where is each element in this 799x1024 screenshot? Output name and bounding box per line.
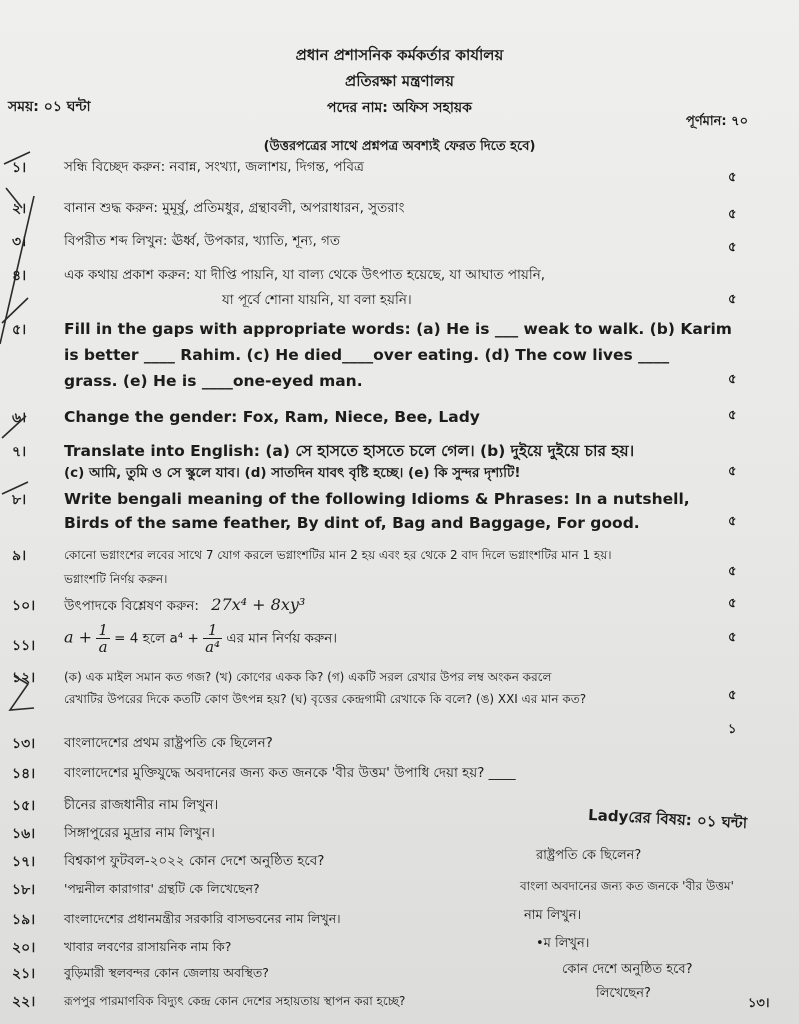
question-number: ২২। xyxy=(12,994,36,1010)
ministry-title: প্রতিরক্ষা মন্ত্রণালয় xyxy=(345,72,454,90)
question-text-line-1: Translate into English: (a) সে হাসতে হাসতে চলে গেল। (b) দুইয়ে দুইয়ে চার হয়। xyxy=(64,442,635,460)
question-text-line-1: (ক) এক মাইল সমান কত গজ? (খ) কোণের একক কি? (গ) একটি সরল রেখার উপর লম্ব অংকন করলে xyxy=(64,670,552,684)
pen-mark-12 xyxy=(4,672,44,716)
question-number: ১। xyxy=(12,160,27,176)
overlay-text-3: বাংলা অবদানের জন্য কত জনকে 'বীর উত্তম' xyxy=(520,879,734,893)
fraction-1-denominator: a xyxy=(98,638,108,656)
fraction-1-numerator: 1 xyxy=(98,621,108,639)
fraction-2-denominator: a⁴ xyxy=(205,638,221,656)
full-marks: পূর্ণমান: ৭০ xyxy=(686,114,749,129)
question-text-line-2: Birds of the same feather, By dint of, Bag and Baggage, For good. xyxy=(64,514,640,532)
question-number: ৮। xyxy=(12,492,27,508)
question-marks: ১ xyxy=(728,722,737,737)
question-number: ১১। xyxy=(12,638,36,654)
question-text xyxy=(64,594,305,617)
question-text-line-1: Write bengali meaning of the following Idioms & Phrases: In a nutshell, xyxy=(64,490,690,508)
question-text-line-2: (c) আমি, তুমি ও সে স্কুলে যাব। (d) সাতদিন যাবৎ বৃষ্টি হচ্ছে। (e) কি সুন্দর দৃশ্যটি! xyxy=(64,465,521,481)
question-marks: ৫ xyxy=(728,292,737,307)
question-marks: ৫ xyxy=(728,596,737,611)
question-marks: ৫ xyxy=(728,170,737,185)
pen-mark-3 xyxy=(6,188,22,208)
question-number: ১৬। xyxy=(12,826,36,842)
question-number: ১০। xyxy=(12,598,36,614)
question-number: ৬। xyxy=(12,410,27,426)
exam-time: সময়: ০১ ঘন্টা xyxy=(8,99,91,115)
question-text: বুড়িমারী স্থলবন্দর কোন জেলায় অবস্থিত? xyxy=(64,965,269,980)
math-middle: = 4 হলে a⁴ + xyxy=(114,630,199,647)
question-text-line-2: যা পূর্বে শোনা যায়নি, যা বলা হয়নি। xyxy=(222,292,412,308)
question-number: ১৯। xyxy=(12,912,36,928)
question-text-line-2: is better ____ Rahim. (c) He died____over eating. (d) The cow lives ____ xyxy=(64,346,670,364)
office-title: প্রধান প্রশাসনিক কর্মকর্তার কার্যালয় xyxy=(295,46,504,64)
overlay-text-4: নাম লিখুন। xyxy=(524,908,582,923)
question-text-line-1: এক কথায় প্রকাশ করুন: যা দীপ্তি পায়নি, যা বাল্য থেকে উৎপাত হয়েছে, যা আঘাত পায়নি, xyxy=(64,267,546,283)
question-text: বিশ্বকাপ ফুটবল-২০২২ কোন দেশে অনুষ্ঠিত হবে? xyxy=(64,853,325,869)
question-number: ২১। xyxy=(12,966,36,982)
question-number: ১৪। xyxy=(12,766,36,782)
fraction-1 xyxy=(96,622,110,655)
question-text xyxy=(64,622,337,655)
question-text: সন্ধি বিচ্ছেদ করুন: নবান্ন, সংখ্যা, জলাশয়, দিগন্ত, পবিত্র xyxy=(64,159,364,175)
question-marks: ৫ xyxy=(728,688,737,703)
question-number: ৩। xyxy=(12,234,27,250)
question-text: রূপপুর পারমাণবিক বিদ্যুৎ কেন্দ্র কোন দেশের সহায়তায় স্থাপন করা হচ্ছে? xyxy=(64,994,406,1008)
question-number: ১৭। xyxy=(12,854,36,870)
pen-mark-2 xyxy=(0,196,34,344)
overlay-text-2: রাষ্ট্রপতি কে ছিলেন? xyxy=(536,848,642,863)
overlay-text-5: •ম লিখুন। xyxy=(536,936,590,951)
question-number: ৯। xyxy=(12,548,27,564)
math-suffix: এর মান নির্ণয় করুন। xyxy=(226,630,338,647)
question-marks: ৫ xyxy=(728,207,737,222)
pen-mark-5 xyxy=(2,416,26,438)
question-number: ১৮। xyxy=(12,882,36,898)
question-number: ১২। xyxy=(12,670,36,686)
question-text-line-3: grass. (e) He is ____one-eyed man. xyxy=(64,372,363,390)
question-text: বাংলাদেশের প্রধানমন্ত্রীর সরকারি বাসভবনের নাম লিখুন। xyxy=(64,911,341,926)
math-expression: 27x⁴ + 8xy³ xyxy=(211,595,306,614)
question-marks: ৫ xyxy=(728,464,737,479)
pen-mark-6 xyxy=(2,482,28,494)
question-marks: ৫ xyxy=(728,372,737,387)
question-marks: ৫ xyxy=(728,514,737,529)
overlay-text-7: লিখেছেন? xyxy=(596,986,651,1001)
post-name: পদের নাম: অফিস সহায়ক xyxy=(327,100,472,116)
math-prefix: a + xyxy=(64,627,93,647)
question-text: খাবার লবণের রাসায়নিক নাম কি? xyxy=(64,939,232,954)
question-text: বাংলাদেশের প্রথম রাষ্ট্রপতি কে ছিলেন? xyxy=(64,735,273,751)
question-text: চীনের রাজধানীর নাম লিখুন। xyxy=(64,797,219,813)
overlay-text-1: Ladyরের বিষয়: ০১ ঘন্টা xyxy=(587,805,748,833)
question-text: 'পদ্মনীল কারাগার' গ্রন্থটি কে লিখেছেন? xyxy=(64,881,260,896)
question-marks: ৫ xyxy=(728,630,737,645)
question-marks: ৫ xyxy=(728,564,737,579)
question-marks: ৫ xyxy=(728,240,737,255)
pen-mark-4 xyxy=(2,298,28,323)
question-text: সিঙ্গাপুরের মুদ্রার নাম লিখুন। xyxy=(64,825,215,841)
instruction: (উত্তরপত্রের সাথে প্রশ্নপত্র অবশ্যই ফেরত দিতে হবে) xyxy=(263,139,536,154)
question-text: Change the gender: Fox, Ram, Niece, Bee, Lady xyxy=(64,408,480,426)
question-text-line-1: কোনো ভগ্নাংশের লবের সাথে 7 যোগ করলে ভগ্নাংশটির মান 2 হয় এবং হর থেকে 2 বাদ দিলে ভগ্নাংশটির মান 1 হয়। xyxy=(64,548,612,562)
question-number: ১৫। xyxy=(12,798,36,814)
question-number: ২০। xyxy=(12,940,36,956)
question-number: ২। xyxy=(12,201,27,217)
question-label: উৎপাদকে বিশ্লেষণ করুন: xyxy=(64,598,199,614)
question-number: ৫। xyxy=(12,322,27,338)
question-text-line-2: ভগ্নাংশটি নির্ণয় করুন। xyxy=(64,572,168,586)
question-marks: ৫ xyxy=(728,408,737,423)
page-number: ১৩। xyxy=(748,996,770,1011)
overlay-text-6: কোন দেশে অনুষ্ঠিত হবে? xyxy=(562,962,693,977)
question-text-line-1: Fill in the gaps with appropriate words: (a) He is ___ weak to walk. (b) Karim xyxy=(64,320,732,338)
question-number: ১৩। xyxy=(12,736,36,752)
pen-mark-1 xyxy=(4,152,30,164)
question-text-line-2: রেখাটির উপরের দিকে কতটি কোণ উৎপন্ন হয়? (ঘ) বৃত্তের কেন্দ্রগামী রেখাকে কি বলে? (ঙ) XXI এর মান কত? xyxy=(64,692,587,706)
question-text: বিপরীত শব্দ লিখুন: ঊর্ধ্ব, উপকার, খ্যাতি, শূন্য, গত xyxy=(64,233,341,249)
fraction-2 xyxy=(203,622,222,655)
question-number: ৪। xyxy=(12,268,27,284)
question-text: বানান শুদ্ধ করুন: মুমূর্ষু, প্রতিমধুর, গ্রন্থাবলী, অপরাধারন, সুতরাং xyxy=(64,200,405,216)
fraction-2-numerator: 1 xyxy=(203,622,222,639)
pen-marks xyxy=(0,148,60,508)
question-number: ৭। xyxy=(12,444,27,460)
question-text: বাংলাদেশের মুক্তিযুদ্ধে অবদানের জন্য কত জনকে 'বীর উত্তম' উপাধি দেয়া হয়? ____ xyxy=(64,765,516,781)
